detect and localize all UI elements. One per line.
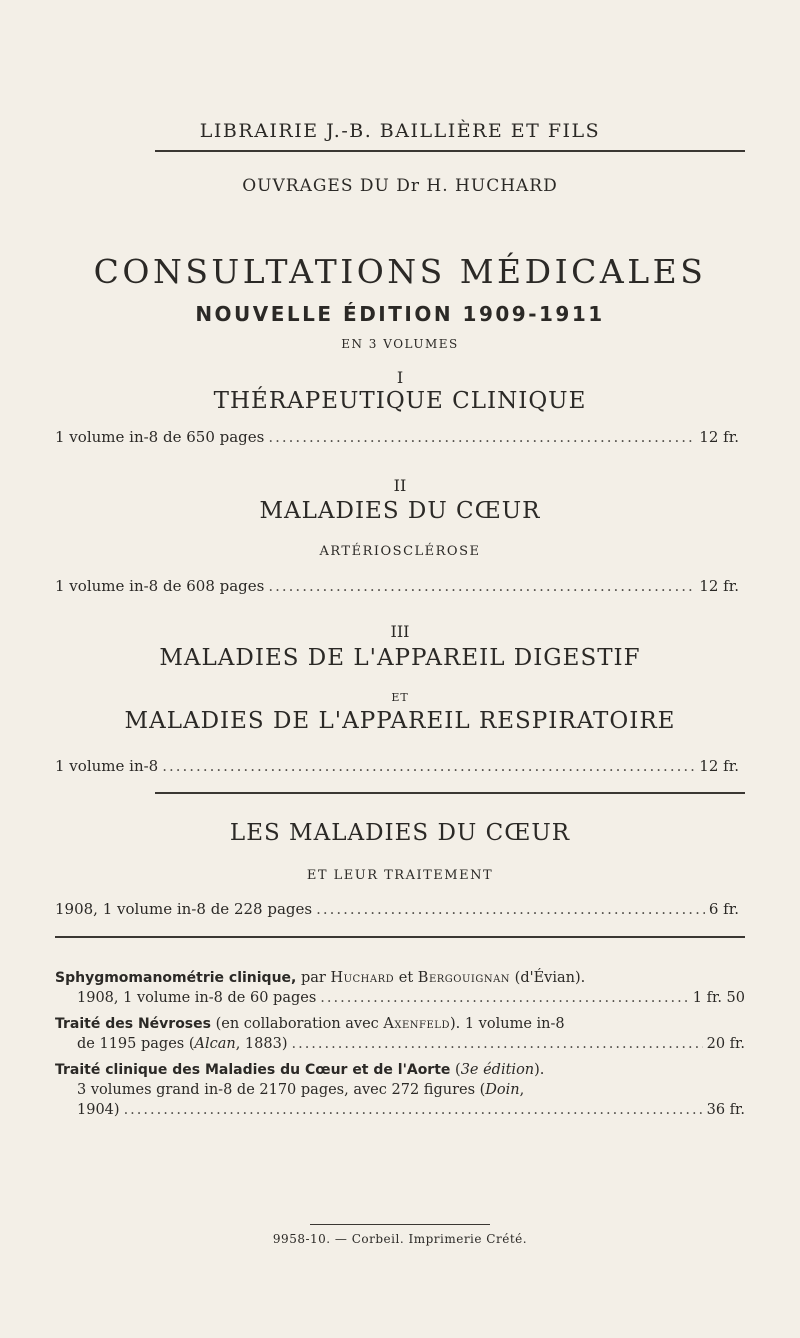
ref-desc-part: ,: [519, 1082, 525, 1098]
volume-numeral: III: [390, 622, 410, 641]
ref-desc: 1908, 1 volume in-8 de 60 pages: [77, 990, 317, 1006]
volume-title-2: MALADIES DE L'APPAREIL RESPIRATOIRE: [124, 708, 676, 734]
author-subheading: OUVRAGES DU Dr H. HUCHARD: [242, 176, 558, 196]
ref-author: Huchard: [330, 970, 395, 986]
reference-entry: [55, 1060, 745, 1120]
ref-title: Traité clinique des Maladies du Cœur et de l'Aorte: [55, 1062, 451, 1078]
volume-entry: [55, 757, 739, 775]
printer-footer: 9958-10. — Corbeil. Imprimerie Crété.: [272, 1232, 528, 1246]
ref-author: Bergouignan: [417, 970, 511, 986]
edition-line: NOUVELLE ÉDITION 1909-1911: [195, 302, 605, 326]
second-work-title: LES MALADIES DU CŒUR: [229, 820, 571, 846]
second-work-entry: [55, 900, 739, 918]
ref-price: 1 fr. 50: [692, 990, 745, 1006]
volume-entry: [55, 428, 739, 446]
second-work-subtitle: ET LEUR TRAITEMENT: [306, 868, 494, 883]
ref-text: ). 1 volume in-8: [449, 1016, 565, 1032]
section-rule: [155, 792, 745, 794]
ref-title: Sphygmomanométrie clinique,: [55, 970, 297, 986]
ref-desc-part: , 1883): [235, 1036, 288, 1052]
dot-leader: [320, 988, 689, 1008]
dot-leader: [162, 757, 695, 775]
footer-rule: [310, 1224, 490, 1225]
ref-text: (en collaboration avec: [210, 1016, 384, 1032]
volume-conjunction: ET: [391, 691, 409, 704]
ref-text: (: [450, 1062, 461, 1078]
header-rule: [155, 150, 745, 152]
volume-desc: 1 volume in-8: [55, 757, 159, 775]
ref-price: 20 fr.: [706, 1036, 745, 1052]
volume-entry: [55, 577, 739, 595]
dot-leader: [268, 577, 695, 595]
volume-price: 12 fr.: [699, 577, 739, 595]
reference-entry: [55, 1014, 745, 1054]
publisher-name: LIBRAIRIE J.-B. BAILLIÈRE ET FILS: [199, 120, 601, 142]
volume-price: 12 fr.: [699, 757, 739, 775]
ref-title: Traité des Névroses: [55, 1016, 211, 1032]
ref-price: 36 fr.: [706, 1102, 745, 1118]
volume-desc: 1 volume in-8 de 650 pages: [55, 428, 265, 446]
dot-leader: [124, 1100, 703, 1120]
volume-desc: 1 volume in-8 de 608 pages: [55, 577, 265, 595]
ref-text: par: [296, 970, 331, 986]
ref-desc: [77, 1034, 287, 1054]
ref-publisher: Doin: [485, 1082, 520, 1098]
volume-title: MALADIES DE L'APPAREIL DIGESTIF: [159, 645, 641, 671]
section-rule: [55, 936, 745, 938]
ref-desc: 1904): [77, 1102, 120, 1118]
ref-text: (d'Évian).: [510, 970, 586, 986]
ref-desc-part: 3 volumes grand in-8 de 2170 pages, avec 272 figures (: [77, 1082, 486, 1098]
ref-text: et: [394, 970, 418, 986]
volume-subtitle: ARTÉRIOSCLÉROSE: [319, 544, 481, 559]
main-title: CONSULTATIONS MÉDICALES: [93, 252, 707, 291]
ref-desc-part: de 1195 pages (: [77, 1036, 195, 1052]
volume-title: MALADIES DU CŒUR: [259, 498, 541, 524]
reference-entry: [55, 968, 745, 1008]
volume-title: THÉRAPEUTIQUE CLINIQUE: [213, 388, 587, 414]
dot-leader: [316, 900, 705, 918]
second-work-price: 6 fr.: [708, 900, 739, 918]
volumes-note: EN 3 VOLUMES: [341, 337, 459, 351]
ref-edition: 3e édition: [460, 1062, 535, 1078]
second-work-desc: 1908, 1 volume in-8 de 228 pages: [55, 900, 313, 918]
ref-publisher: Alcan: [194, 1036, 236, 1052]
ref-author: Axenfeld: [383, 1016, 450, 1032]
dot-leader: [291, 1034, 702, 1054]
dot-leader: [268, 428, 695, 446]
volume-numeral: II: [393, 476, 407, 495]
ref-text: ).: [534, 1062, 545, 1078]
volume-price: 12 fr.: [699, 428, 739, 446]
volume-numeral: I: [396, 368, 404, 387]
